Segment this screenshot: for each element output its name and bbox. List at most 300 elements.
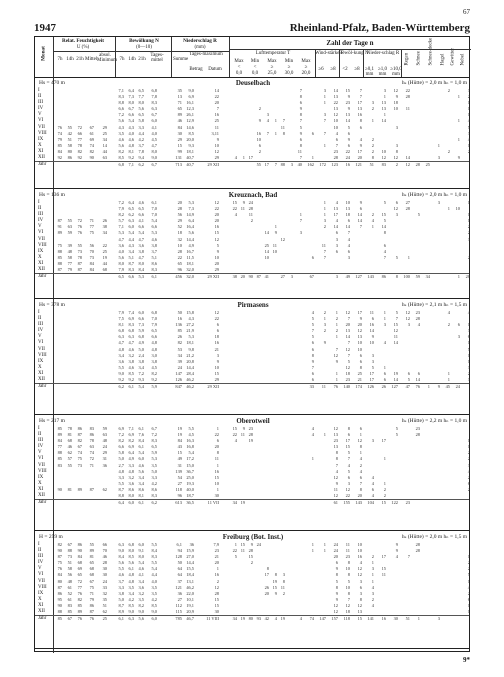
table-cell: 75 (89, 584, 94, 590)
table-cell: 9 (216, 248, 219, 254)
table-cell: 82 (89, 148, 94, 154)
table-cell: 10 (256, 136, 261, 142)
station-section (35, 77, 469, 189)
table-cell: 7,5 (118, 316, 124, 322)
table-cell: 2 (467, 450, 470, 456)
table-cell: 1 (467, 602, 470, 608)
table-cell: 55 (77, 242, 82, 248)
table-cell: 2 (250, 560, 253, 566)
table-cell: 6,5 (138, 206, 144, 212)
row-cells (53, 616, 467, 622)
table-cell: 2 (467, 224, 470, 230)
table-cell: 23 (345, 377, 350, 383)
station-altitude: Hs = 217 m (39, 418, 65, 424)
table-cell: 74 (89, 142, 94, 148)
table-cell: 1 (467, 112, 470, 118)
table-cell: 4 (371, 584, 374, 590)
month-label: II (38, 316, 42, 322)
table-cell: 86 (77, 542, 82, 547)
table-cell: 12 (393, 328, 398, 334)
table-cell: 32 (102, 590, 107, 596)
table-cell: 1 (467, 438, 470, 444)
table-cell: 2 (467, 566, 470, 572)
table-cell: 26 (381, 384, 386, 390)
row-cells (53, 444, 470, 450)
table-cell: 12 (333, 112, 338, 118)
table-cell: 31 (102, 456, 107, 462)
table-cell: 6 (371, 486, 374, 492)
table-cell: 51 (67, 560, 72, 566)
table-cell: 3 (371, 352, 374, 358)
table-cell: 10 (177, 242, 182, 248)
table-cell: 21 (214, 346, 219, 352)
table-cell: 85 (57, 254, 62, 260)
table-cell: 9,0 (151, 609, 157, 615)
table-cell: 4,4 (128, 236, 134, 242)
table-cell: 5,6 (138, 616, 144, 622)
table-cell: 9 (359, 142, 362, 148)
table-cell: 71 (177, 100, 182, 106)
table-cell: 85 (67, 609, 72, 615)
month-label: VII (38, 124, 45, 130)
table-cell: 77 (57, 444, 62, 450)
climate-table (34, 36, 470, 652)
table-cell: 9 (250, 542, 253, 547)
table-cell: 30 (214, 609, 219, 615)
table-cell: 20 (177, 200, 182, 205)
table-cell: 28 (415, 316, 420, 322)
table-cell: 5,4 (128, 118, 134, 124)
h-tv-5: 20,0 (301, 71, 311, 76)
station-name: Deuselbach (235, 79, 271, 87)
table-cell: 6 (258, 142, 261, 148)
table-cell: 23 (248, 426, 253, 431)
table-cell: 5,6 (118, 142, 124, 148)
table-cell: 100 (403, 274, 410, 280)
table-cell: 7 (323, 254, 326, 260)
h-hagel: Hagel (440, 53, 446, 66)
table-cell: 5,1 (151, 254, 157, 260)
row-cells (53, 566, 470, 572)
table-cell: 6,0 (128, 500, 134, 506)
table-cell: 22,0 (186, 590, 194, 596)
table-cell: 39 (67, 242, 72, 248)
table-cell: 7 (347, 456, 350, 462)
table-cell: 1 (437, 142, 440, 148)
table-cell: 1 (311, 548, 314, 554)
table-cell: 7,2 (118, 112, 124, 118)
table-cell: 6,2 (151, 500, 157, 506)
table-cell: 11 (381, 572, 386, 578)
table-cell: 1 (467, 218, 470, 224)
table-cell: 4 (311, 426, 314, 431)
table-cell: 8 (371, 155, 374, 161)
rel-feuchtigkeit-unit: U (%) (76, 45, 90, 50)
table-cell: 27 (405, 200, 410, 205)
table-cell: 1 (371, 118, 374, 124)
table-cell: 6,6 (118, 106, 124, 112)
row-cells (53, 609, 470, 615)
row-cells (53, 124, 470, 131)
table-cell: 7,8 (151, 94, 157, 100)
table-cell: 7 (359, 88, 362, 93)
row-cells (53, 474, 470, 481)
table-cell: 87 (89, 486, 94, 492)
table-cell: 8,0 (128, 100, 134, 106)
table-cell: 2 (371, 106, 374, 112)
table-cell: 4 (359, 456, 362, 462)
table-cell: 7 (282, 118, 285, 124)
table-cell: 6,1 (138, 444, 144, 450)
table-cell: 7 (359, 480, 362, 486)
table-cell: 6 (371, 316, 374, 322)
table-cell: 8,0 (138, 100, 144, 106)
table-cell: 7 (323, 130, 326, 136)
table-cell: 25 (425, 162, 430, 168)
table-cell: 4,3 (118, 124, 124, 130)
table-cell: 172 (319, 162, 326, 168)
table-cell: 96 (177, 267, 182, 273)
table-cell: 5 (311, 316, 314, 322)
table-cell: 51 (369, 162, 374, 168)
table-cell: 67 (67, 542, 72, 547)
table-cell: 11 (321, 384, 326, 390)
table-cell: 4,6 (128, 364, 134, 370)
table-cell: 6,0 (138, 542, 144, 547)
month-label: X (38, 142, 42, 148)
table-cell: 147 (175, 370, 182, 376)
table-cell: 85 (57, 616, 62, 622)
table-cell: 38 (232, 274, 237, 280)
table-cell: 2 (335, 328, 338, 334)
table-cell: 3,3 (118, 584, 124, 590)
table-cell: 2 (371, 554, 374, 560)
table-cell: 9,3 (138, 377, 144, 383)
h-tv-4: 30,0 (284, 71, 294, 76)
row-cells (53, 162, 467, 168)
table-cell: 2 (467, 560, 470, 566)
table-cell: 15 (357, 616, 362, 622)
table-cell: 90 (248, 274, 253, 280)
table-cell: 18,1 (186, 148, 194, 154)
table-cell: 17 (381, 554, 386, 560)
table-cell: 71 (89, 462, 94, 468)
month-label: VIII (38, 468, 47, 474)
h-thr-1: < (237, 65, 241, 70)
table-cell: 6 (359, 124, 362, 130)
table-cell: 28 (248, 206, 253, 212)
table-cell: 136 (175, 322, 182, 328)
table-cell: 15 (248, 554, 253, 560)
table-cell: 20 (214, 100, 219, 106)
table-cell: 7 (335, 346, 338, 352)
table-cell: 27 (177, 596, 182, 602)
table-cell: 8,1 (118, 322, 124, 328)
table-cell: 2 (323, 328, 326, 334)
month-label: IX (38, 248, 44, 254)
table-cell: 20 (357, 155, 362, 161)
row-cells (53, 200, 470, 206)
table-cell: 4 (347, 462, 350, 468)
table-cell: 22 (214, 316, 219, 322)
table-cell: 5,6 (128, 560, 134, 566)
table-cell: 8,2 (151, 370, 157, 376)
table-cell: 9 (395, 548, 398, 554)
table-cell: 4,7 (138, 236, 144, 242)
table-cell: 4 (371, 474, 374, 480)
table-row (35, 615, 469, 623)
table-cell: 9 (299, 130, 302, 136)
month-label: II (38, 432, 42, 438)
table-cell: 12 (214, 310, 219, 315)
table-cell: 785 (175, 616, 182, 622)
table-cell: 7,0 (151, 316, 157, 322)
table-cell: 121 (175, 584, 182, 590)
table-cell: 4 (371, 493, 374, 499)
table-cell: 10 (357, 340, 362, 346)
row-cells (53, 254, 470, 261)
table-cell: 41 (264, 274, 269, 280)
h-schnee: Schnee (416, 51, 422, 66)
table-cell: 15 (232, 200, 237, 205)
month-label: VIII (38, 352, 47, 358)
table-cell: 15,0 (186, 462, 194, 468)
table-cell: 7 (266, 130, 269, 136)
table-cell: 7 (335, 462, 338, 468)
table-cell: 14 (264, 248, 269, 254)
table-cell: 2 (383, 493, 386, 499)
table-cell: 4,8 (128, 578, 134, 584)
table-cell: 63 (102, 432, 107, 438)
table-cell: 15 (177, 450, 182, 456)
table-cell: 40 (297, 162, 302, 168)
table-cell: 11 (297, 148, 302, 154)
station-section (35, 415, 469, 531)
station-header (39, 79, 467, 87)
table-cell: 8,6 (128, 486, 134, 492)
table-cell: 7,2 (118, 432, 124, 438)
table-cell: 1 (467, 200, 470, 205)
table-cell: 29 (214, 377, 219, 383)
table-cell: 8 (383, 230, 386, 236)
table-cell: 24 (345, 155, 350, 161)
row-cells (53, 148, 470, 155)
table-cell: 66 (77, 130, 82, 136)
table-cell: 87 (57, 584, 62, 590)
table-cell: 12,3 (186, 106, 194, 112)
table-cell: 3 (347, 480, 350, 486)
table-cell: 14 (102, 142, 107, 148)
table-cell: 58 (67, 142, 72, 148)
row-cells (53, 218, 470, 224)
station-altitude: Hs = 136 m (39, 192, 65, 198)
month-label: VI (38, 118, 44, 124)
month-label: VIII (38, 130, 47, 136)
table-cell: 5,4 (188, 450, 194, 456)
table-cell: 8,1 (128, 148, 134, 154)
table-cell: 28 (333, 155, 338, 161)
table-cell: 88 (57, 260, 62, 266)
niederschlag-unit: (mm) (194, 45, 206, 50)
table-cell: 7,3 (128, 94, 134, 100)
table-cell: 11 (405, 106, 410, 112)
table-cell: 89 (57, 432, 62, 438)
table-cell: 42 (67, 130, 72, 136)
table-cell: 77 (67, 260, 72, 266)
h-mittel: Mittel (85, 57, 98, 62)
h-min-2: Min (284, 59, 294, 64)
table-cell: 23 (415, 426, 420, 431)
table-cell: 5,6 (138, 106, 144, 112)
table-cell: 10 (345, 566, 350, 572)
table-cell: 5 (216, 242, 219, 248)
table-cell: 6 (335, 560, 338, 566)
table-cell: 46,7 (186, 616, 194, 622)
table-cell: 12 (393, 88, 398, 93)
table-cell: 16 (381, 616, 386, 622)
table-cell: 40,7 (186, 155, 194, 161)
station-heights: hₛ (Hütte) = 2,0 m hₙ = 1,0 m (401, 192, 467, 198)
table-cell: 80 (67, 148, 72, 154)
table-cell: 14 (357, 218, 362, 224)
table-cell: 6 (299, 100, 302, 106)
table-cell: 8,5 (128, 602, 134, 608)
table-cell: 69 (89, 136, 94, 142)
table-cell: 8,7 (118, 602, 124, 608)
table-cell: 16 (256, 130, 261, 136)
table-cell: 6 (311, 254, 314, 260)
table-cell: 76 (57, 566, 62, 572)
table-cell: 4,6 (151, 236, 157, 242)
table-cell: 74 (57, 130, 62, 136)
table-cell: 7 (407, 554, 410, 560)
row-cells (53, 548, 467, 554)
table-cell: 6 (383, 377, 386, 383)
table-cell: 3 (335, 242, 338, 248)
table-cell: 4 (347, 242, 350, 248)
table-cell: 6 (216, 438, 219, 444)
table-cell: 3 (371, 590, 374, 596)
table-cell: 9,8 (188, 346, 194, 352)
table-cell: 8,6 (151, 260, 157, 266)
table-cell: 85 (57, 426, 62, 431)
table-cell: 9 (395, 542, 398, 547)
table-cell: 17,2 (186, 456, 194, 462)
table-cell: 8 (335, 572, 338, 578)
station-rows (35, 200, 469, 281)
month-label: V (38, 334, 42, 340)
table-cell: 3,6 (138, 242, 144, 248)
table-cell: 8,4 (138, 267, 144, 273)
table-cell: 28 (177, 206, 182, 212)
table-cell: 5,9 (151, 384, 157, 390)
table-cell: 7,0 (151, 212, 157, 218)
table-cell: 6 (347, 218, 350, 224)
h-betrag: Betrag (189, 67, 203, 72)
table-cell: 7,3 (138, 322, 144, 328)
table-cell: 15,9 (186, 548, 194, 554)
table-cell: 22 (232, 206, 237, 212)
table-cell: 29 (177, 136, 182, 142)
table-cell: 8 (359, 596, 362, 602)
table-cell: 30 (214, 493, 219, 499)
table-cell: 127 (391, 384, 398, 390)
table-cell: 23 (405, 500, 410, 506)
table-cell: 5 (371, 364, 374, 370)
table-cell: 3 (323, 322, 326, 328)
table-cell: 1 (383, 112, 386, 118)
table-cell: 15 (345, 88, 350, 93)
table-cell: 76 (333, 384, 338, 390)
table-cell: 8,5 (128, 554, 134, 560)
table-cell: 1 (383, 316, 386, 322)
table-cell: 4,7 (151, 142, 157, 148)
table-cell: 42 (264, 616, 269, 622)
station-name: Oberotweil (236, 417, 270, 425)
table-cell: 12 (405, 162, 410, 168)
table-cell: 3,3 (151, 474, 157, 480)
table-cell: 7 (347, 316, 350, 322)
table-cell: 56 (67, 572, 72, 578)
table-cell: 13 (333, 94, 338, 100)
row-cells (53, 106, 470, 112)
table-cell: 74 (89, 450, 94, 456)
table-cell: 34 (232, 500, 237, 506)
h-bew-2: <2 (342, 67, 348, 72)
table-cell: 8 (335, 450, 338, 456)
table-cell: 4,5 (151, 136, 157, 142)
station-section (35, 189, 469, 299)
table-cell: 3,5 (128, 584, 134, 590)
month-label: Jahr (38, 162, 47, 168)
table-cell: 82 (177, 340, 182, 346)
table-cell: 16 (357, 554, 362, 560)
table-cell: 9,0 (128, 609, 134, 615)
table-cell: 3 (467, 462, 470, 468)
table-cell: 1 (216, 486, 219, 492)
table-cell: 7 (323, 248, 326, 254)
table-cell: 11 (393, 334, 398, 340)
table-cell: 8,3 (128, 267, 134, 273)
month-label: VI (38, 456, 44, 462)
table-row (35, 383, 469, 391)
month-label: XII (38, 155, 45, 161)
table-cell: 6 (311, 370, 314, 376)
table-cell: 10 (214, 480, 219, 486)
table-cell: 1 (457, 136, 460, 142)
table-cell: 4,2 (151, 480, 157, 486)
table-cell: 5,3 (138, 274, 144, 280)
table-cell: 3 (216, 352, 219, 358)
table-cell: 7 (347, 596, 350, 602)
table-cell: 11 (272, 242, 277, 248)
table-cell: 3 (467, 364, 470, 370)
table-cell: 10 (369, 340, 374, 346)
table-cell: 4 (347, 236, 350, 242)
header-rule (229, 49, 471, 50)
table-cell: 8,0 (118, 260, 124, 266)
table-cell: 3,6 (118, 358, 124, 364)
table-cell: 46,2 (186, 384, 194, 390)
table-cell: 9,2 (128, 155, 134, 161)
table-cell: 87 (77, 267, 82, 273)
header-divider (171, 37, 172, 77)
month-label: XI (38, 486, 44, 492)
table-cell: 8 (335, 584, 338, 590)
month-label: I (38, 200, 40, 205)
table-cell: 1 (383, 456, 386, 462)
table-cell: 3 (467, 236, 470, 242)
